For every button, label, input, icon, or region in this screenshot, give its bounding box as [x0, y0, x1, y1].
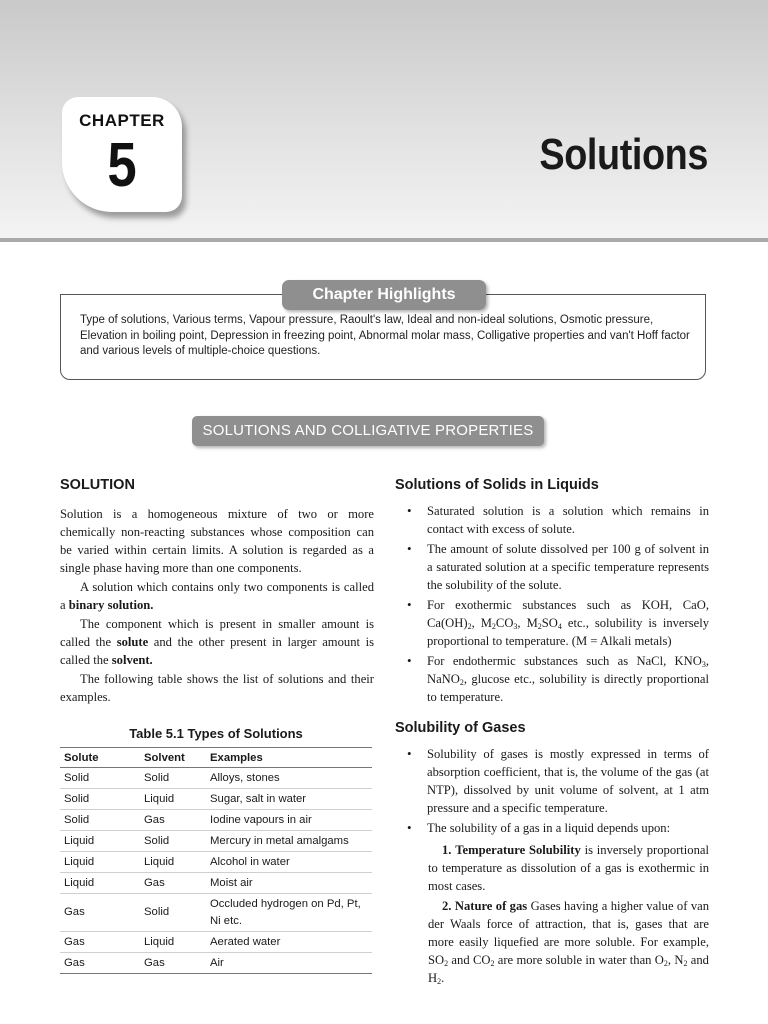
table-caption: Table 5.1 Types of Solutions	[129, 726, 303, 741]
table-header-row	[60, 748, 372, 768]
chapter-title: Solutions	[539, 130, 708, 179]
solids-in-liquids-list	[395, 502, 709, 706]
cell-example: Alcohol in water	[206, 852, 372, 873]
cell-solute: Gas	[60, 894, 140, 932]
cell-example: Moist air	[206, 873, 372, 894]
cell-solute: Gas	[60, 932, 140, 953]
cell-solvent: Gas	[140, 873, 206, 894]
table-row	[60, 852, 372, 873]
left-column	[60, 477, 374, 706]
solids-in-liquids-heading: Solutions of Solids in Liquids	[395, 477, 599, 493]
chapter-label: CHAPTER	[79, 111, 165, 130]
solubility-of-gases-heading: Solubility of Gases	[395, 720, 526, 736]
table-row	[60, 953, 372, 974]
header-solute: Solute	[60, 748, 140, 768]
table-row	[60, 789, 372, 810]
cell-solvent: Gas	[140, 953, 206, 974]
highlights-label: Chapter Highlights	[282, 280, 486, 310]
table-intro-paragraph: The following table shows the list of solutions and their examples.	[60, 672, 374, 704]
cell-solute: Solid	[60, 810, 140, 831]
list-item: • Saturated solution is a solution which remains in contact with excess of solute.	[395, 502, 709, 538]
cell-solvent: Liquid	[140, 789, 206, 810]
gases-list	[395, 745, 709, 837]
header-examples: Examples	[206, 748, 372, 768]
cell-solute: Liquid	[60, 873, 140, 894]
chapter-number: 5	[107, 131, 137, 200]
cell-solvent: Solid	[140, 894, 206, 932]
cell-solute: Liquid	[60, 831, 140, 852]
cell-example: Alloys, stones	[206, 768, 372, 789]
highlights-text: Type of solutions, Various terms, Vapour pressure, Raoult's law, Ideal and non-ideal solutions, Osmotic pressure, Elevation in boiling point, Depression in freezing point, Abnormal molar mass, Colligative properties and van't Hoff factor and various levels of multiple-choice questions.	[80, 314, 690, 357]
list-item: • For exothermic substances such as KOH, CaO, $Ca(OH)_2$, $M_2CO_3$, $M_2SO_4$ etc., solubility is inversely proportional to temperature. (M = Alkali metals)	[395, 596, 709, 650]
list-item: • For endothermic substances such as NaCl, $KNO_3$, NaNO$_2$, glucose etc., solubility is directly proportional to temperature.	[395, 652, 709, 706]
cell-solute: Solid	[60, 789, 140, 810]
table-row	[60, 932, 372, 953]
solution-definition: Solution is a homogeneous mixture of two or more chemically non-reacting substances whose composition can be varied within certain limits. A solution is regarded as a single phase having more than one components.	[60, 507, 374, 575]
cell-example: Occluded hydrogen on Pd, Pt, Ni etc.	[206, 894, 372, 932]
cell-example: Iodine vapours in air	[206, 810, 372, 831]
list-item: 1. Temperature Solubility is inversely proportional to temperature as dissolution of a gas is exothermic in most cases.	[428, 843, 709, 893]
cell-example: Sugar, salt in water	[206, 789, 372, 810]
list-item: • The solubility of a gas in a liquid depends upon:	[395, 819, 709, 837]
binary-solution-paragraph: A solution which contains only two components is called a binary solution.	[60, 580, 374, 612]
cell-solvent: Solid	[140, 831, 206, 852]
list-item: 2. Nature of gas Gases having a higher value of van der Waals force of attraction, that is, gases that are more easily liquefied are more soluble. For example, $SO_2$ and $CO_2$ are more soluble in water than $O_2$, $N_2$ and $H_2$.	[428, 899, 710, 986]
gas-factors-list	[395, 841, 709, 987]
header-solvent: Solvent	[140, 748, 206, 768]
list-item: • The amount of solute dissolved per 100 g of solvent in a saturated solution at a specific temperature represents the solubility of the solute.	[395, 540, 709, 594]
table-row	[60, 873, 372, 894]
types-of-solutions-table	[60, 747, 372, 974]
cell-example: Mercury in metal amalgams	[206, 831, 372, 852]
right-column	[395, 477, 709, 989]
table-row	[60, 768, 372, 789]
list-item: • Solubility of gases is mostly expressed in terms of absorption coefficient, that is, the volume of the gas (at NTP), dissolved by unit volume of solvent, at 1 atm pressure and a specific temperature.	[395, 745, 709, 817]
solution-heading: SOLUTION	[60, 477, 135, 493]
section-title: SOLUTIONS AND COLLIGATIVE PROPERTIES	[192, 416, 544, 446]
cell-solute: Liquid	[60, 852, 140, 873]
table-row	[60, 810, 372, 831]
cell-solvent: Solid	[140, 768, 206, 789]
header-rule	[0, 238, 768, 242]
chapter-tab	[62, 97, 182, 212]
cell-example: Aerated water	[206, 932, 372, 953]
solute-solvent-paragraph: The component which is present in smaller amount is called the solute and the other present in larger amount is called the solvent.	[60, 617, 375, 667]
cell-solute: Solid	[60, 768, 140, 789]
cell-solvent: Liquid	[140, 932, 206, 953]
cell-example: Air	[206, 953, 372, 974]
table-row	[60, 894, 372, 932]
table-row	[60, 831, 372, 852]
cell-solvent: Gas	[140, 810, 206, 831]
cell-solvent: Liquid	[140, 852, 206, 873]
cell-solute: Gas	[60, 953, 140, 974]
